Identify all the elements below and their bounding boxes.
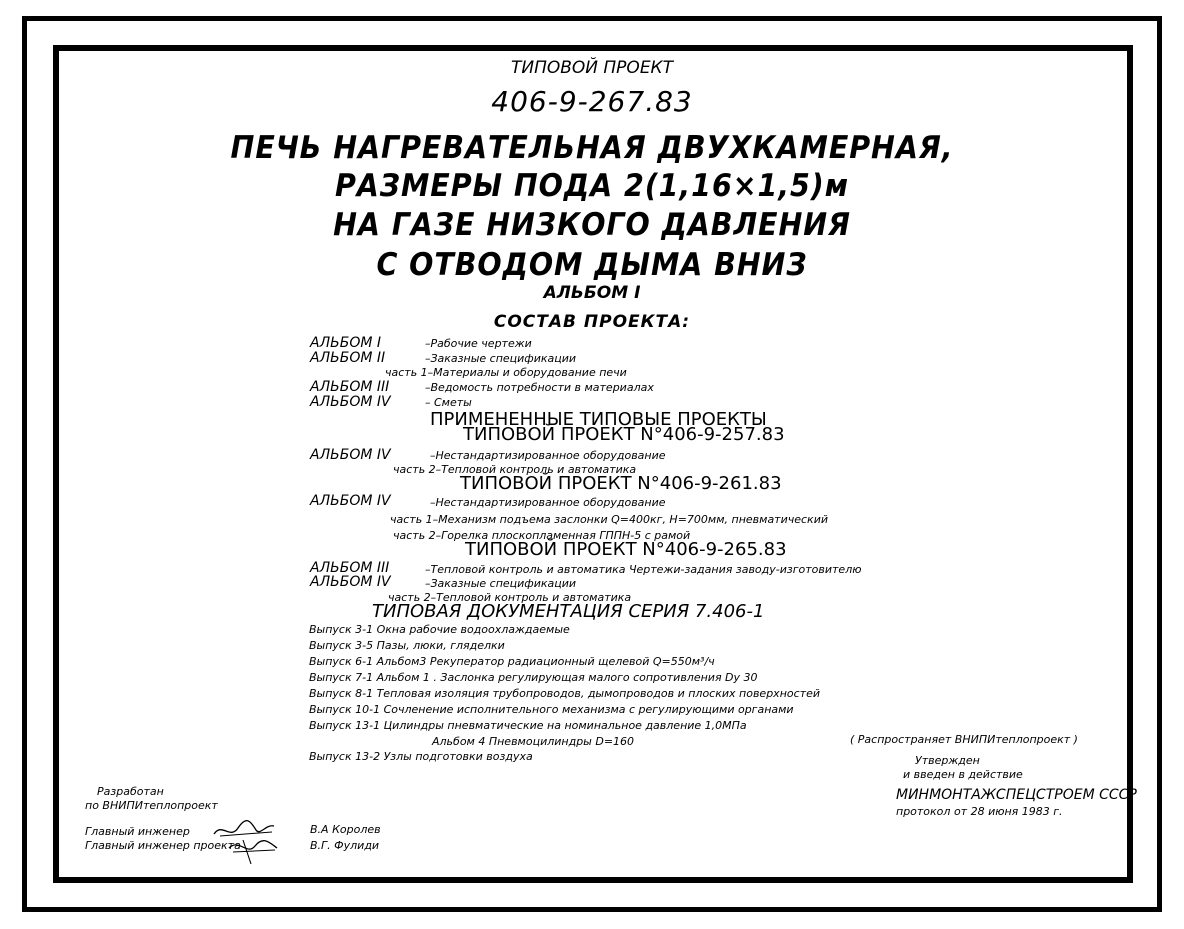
developed-line-1: Разработан xyxy=(97,785,164,798)
applied-p2-title: ТИПОВОЙ ПРОЕКТ N°406-9-261.83 xyxy=(460,473,782,494)
name-chief-project-engineer: В.Г. Фулиди xyxy=(310,839,380,852)
comp-text-1: –Заказные спецификации xyxy=(425,352,577,365)
comp-text-3: –Ведомость потребности в материалах xyxy=(425,381,654,394)
applied-p2-text2: часть 1–Механизм подъема заслонки Q=400кг, Н=700мм, пневматический xyxy=(390,513,828,526)
series-issue: Выпуск 8-1 Тепловая изоляция трубопроводов, дымопроводов и плоских поверхностей xyxy=(309,687,820,700)
project-number: 406-9-267.83 xyxy=(491,85,693,118)
applied-p1-text1: –Нестандартизированное оборудование xyxy=(430,449,666,462)
title-line-2: РАЗМЕРЫ ПОДА 2(1,16×1,5)м xyxy=(334,168,850,204)
applied-p2-label: АЛЬБОМ IV xyxy=(310,493,391,509)
role-chief-engineer: Главный инженер xyxy=(85,825,190,838)
approved-line-2: и введен в действие xyxy=(903,768,1023,781)
series-issue: Выпуск 13-2 Узлы подготовки воздуха xyxy=(309,750,533,763)
applied-p3-text2: –Заказные спецификации xyxy=(425,577,577,590)
comp-label-3: АЛЬБОМ III xyxy=(310,379,390,395)
comp-text-0: –Рабочие чертежи xyxy=(425,337,532,350)
applied-p3-title: ТИПОВОЙ ПРОЕКТ N°406-9-265.83 xyxy=(465,539,787,560)
applied-p3-text1: –Тепловой контроль и автоматика Чертежи-задания заводу-изготовителю xyxy=(425,563,862,576)
series-heading: ТИПОВАЯ ДОКУМЕНТАЦИЯ СЕРИЯ 7.406-1 xyxy=(372,601,765,622)
series-issue: Выпуск 13-1 Цилиндры пневматические на номинальное давление 1,0МПа xyxy=(309,719,747,732)
project-type: ТИПОВОЙ ПРОЕКТ xyxy=(510,58,674,78)
applied-p2-text3: часть 2–Горелка плоскопламенная ГППН-5 с рамой xyxy=(393,529,691,542)
comp-label-0: АЛЬБОМ I xyxy=(310,335,381,351)
comp-label-1: АЛЬБОМ II xyxy=(310,350,386,366)
distributor: ( Распространяет ВНИПИтеплопроект ) xyxy=(850,733,1078,746)
series-issue: Выпуск 6-1 Альбом3 Рекуператор радиационный щелевой Q=550м³/ч xyxy=(309,655,715,668)
ministry: МИНМОНТАЖСПЕЦСТРОЕМ СССР xyxy=(896,787,1137,803)
role-chief-project-engineer: Главный инженер проекта xyxy=(85,839,241,852)
applied-p1-label: АЛЬБОМ IV xyxy=(310,447,391,463)
series-issue: Выпуск 3-5 Пазы, люки, гляделки xyxy=(309,639,505,652)
comp-label-4: АЛЬБОМ IV xyxy=(310,394,391,410)
applied-p3-label2: АЛЬБОМ IV xyxy=(310,574,391,590)
approved-line-1: Утвержден xyxy=(915,754,980,767)
applied-p1-title: ТИПОВОЙ ПРОЕКТ N°406-9-257.83 xyxy=(463,424,785,445)
comp-text-4: – Сметы xyxy=(425,396,472,409)
title-line-4: С ОТВОДОМ ДЫМА ВНИЗ xyxy=(376,247,808,283)
applied-heading: ПРИМЕНЕННЫЕ ТИПОВЫЕ ПРОЕКТЫ xyxy=(430,409,767,430)
comp-text-2: часть 1–Материалы и оборудование печи xyxy=(385,366,627,379)
title-line-1: ПЕЧЬ НАГРЕВАТЕЛЬНАЯ ДВУХКАМЕРНАЯ, xyxy=(230,130,954,166)
applied-p3-text3: часть 2–Тепловой контроль и автоматика xyxy=(388,591,632,604)
series-issue: Альбом 4 Пневмоцилиндры D=160 xyxy=(432,735,635,748)
applied-p3-label1: АЛЬБОМ III xyxy=(310,560,390,576)
album-label: АЛЬБОМ I xyxy=(543,283,641,303)
project-number-wrap xyxy=(0,85,1184,118)
series-issue: Выпуск 3-1 Окна рабочие водоохлаждаемые xyxy=(309,623,570,636)
applied-p1-text2: часть 2–Тепловой контроль и автоматика xyxy=(393,463,637,476)
composition-heading: СОСТАВ ПРОЕКТА: xyxy=(493,312,691,332)
name-chief-engineer: В.А Королев xyxy=(310,823,381,836)
title-line-3: НА ГАЗЕ НИЗКОГО ДАВЛЕНИЯ xyxy=(333,207,851,243)
signature-chief-project-engineer xyxy=(225,834,285,868)
series-issue: Выпуск 7-1 Альбом 1 . Заслонка регулирующая малого сопротивления Dу 30 xyxy=(309,671,758,684)
applied-p2-text1: –Нестандартизированное оборудование xyxy=(430,496,666,509)
series-issue: Выпуск 10-1 Сочленение исполнительного механизма с регулирующими органами xyxy=(309,703,794,716)
developed-line-2: по ВНИПИтеплопроект xyxy=(85,799,218,812)
protocol: протокол от 28 июня 1983 г. xyxy=(896,805,1063,818)
